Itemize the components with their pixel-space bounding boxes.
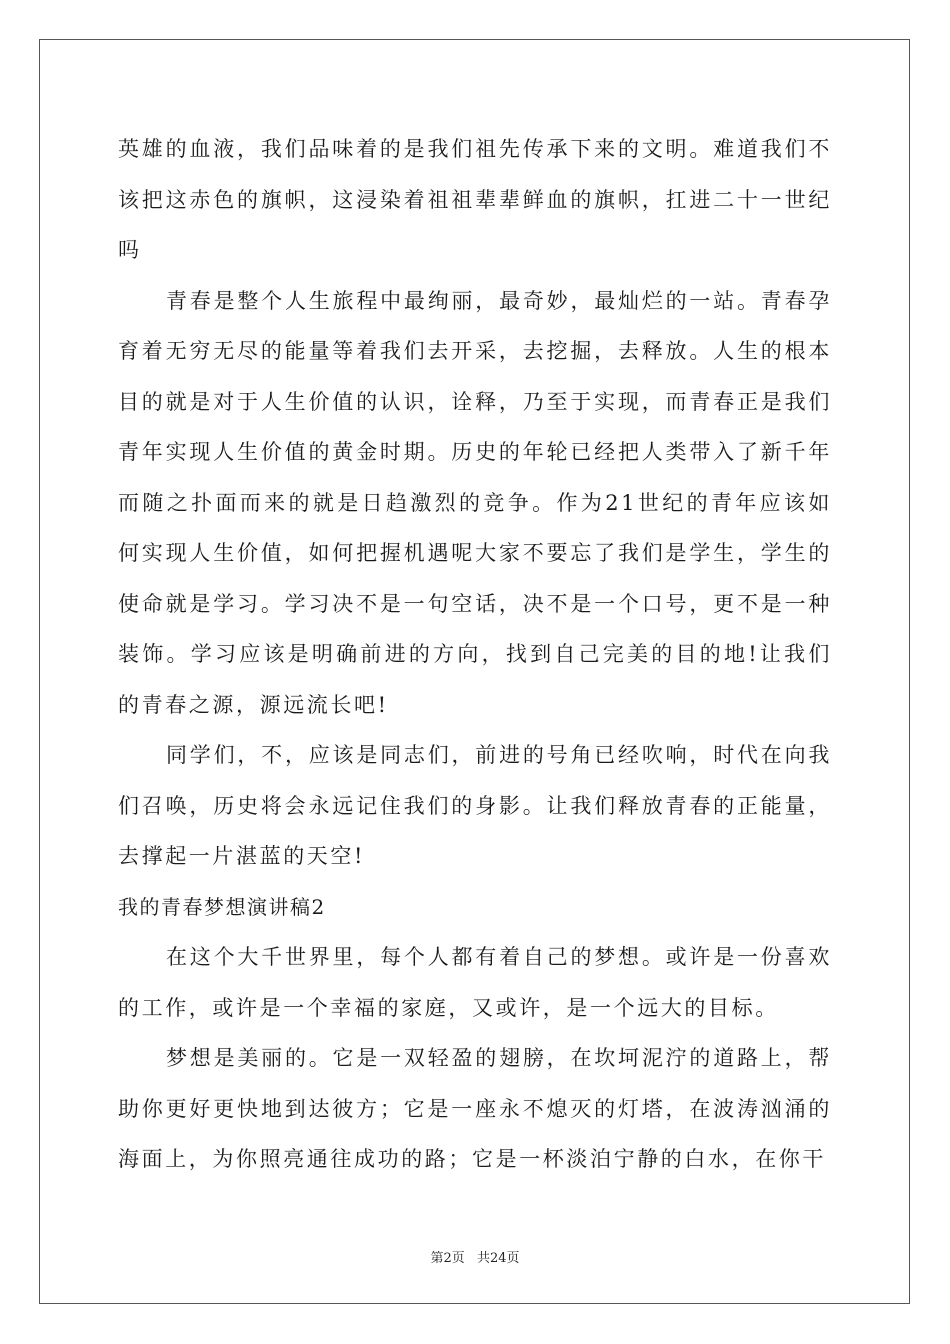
page-footer [0, 1247, 950, 1266]
paragraph-youth: 青春是整个人生旅程中最绚丽，最奇妙，最灿烂的一站。青春孕育着无穷无尽的能量等着我们去开采，去挖掘，去释放。人生的根本目的就是对于人生价值的认识，诠释，乃至于实现，而青春正是我们青年实现人生价值的黄金时期。历史的年轮已经把人类带入了新千年而随之扑面而来的就是日趋激烈的竞争。作为21世纪的青年应该如何实现人生价值，如何把握机遇呢大家不要忘了我们是学生，学生的使命就是学习。学习决不是一句空话，决不是一个口号，更不是一种装饰。学习应该是明确前进的方向，找到自己完美的目的地!让我们的青春之源，源远流长吧! [118, 288, 832, 717]
paragraph-continuation: 英雄的血液，我们品味着的是我们祖先传承下来的文明。难道我们不该把这赤色的旗帜，这浸染着祖祖辈辈鲜血的旗帜，扛进二十一世纪吗 [118, 137, 832, 262]
paragraph-call-to-action: 同学们，不，应该是同志们，前进的号角已经吹响，时代在向我们召唤，历史将会永远记住我们的身影。让我们释放青春的正能量，去撑起一片湛蓝的天空! [118, 743, 832, 868]
total-pages-indicator: 共24页 [476, 1251, 520, 1266]
section-heading: 我的青春梦想演讲稿2 [118, 894, 326, 919]
paragraph-dreams-intro: 在这个大千世界里，每个人都有着自己的梦想。或许是一份喜欢的工作，或许是一个幸福的家庭，又或许，是一个远大的目标。 [118, 945, 832, 1020]
current-page-indicator: 第2页 [430, 1251, 465, 1266]
paragraph-dreams-beautiful: 梦想是美丽的。它是一双轻盈的翅膀，在坎坷泥泞的道路上，帮助你更好更快地到达彼方；它是一座永不熄灭的灯塔，在波涛汹涌的海面上，为你照亮通往成功的路；它是一杯淡泊宁静的白水，在你干 [118, 1046, 832, 1171]
document-body [118, 124, 832, 1185]
